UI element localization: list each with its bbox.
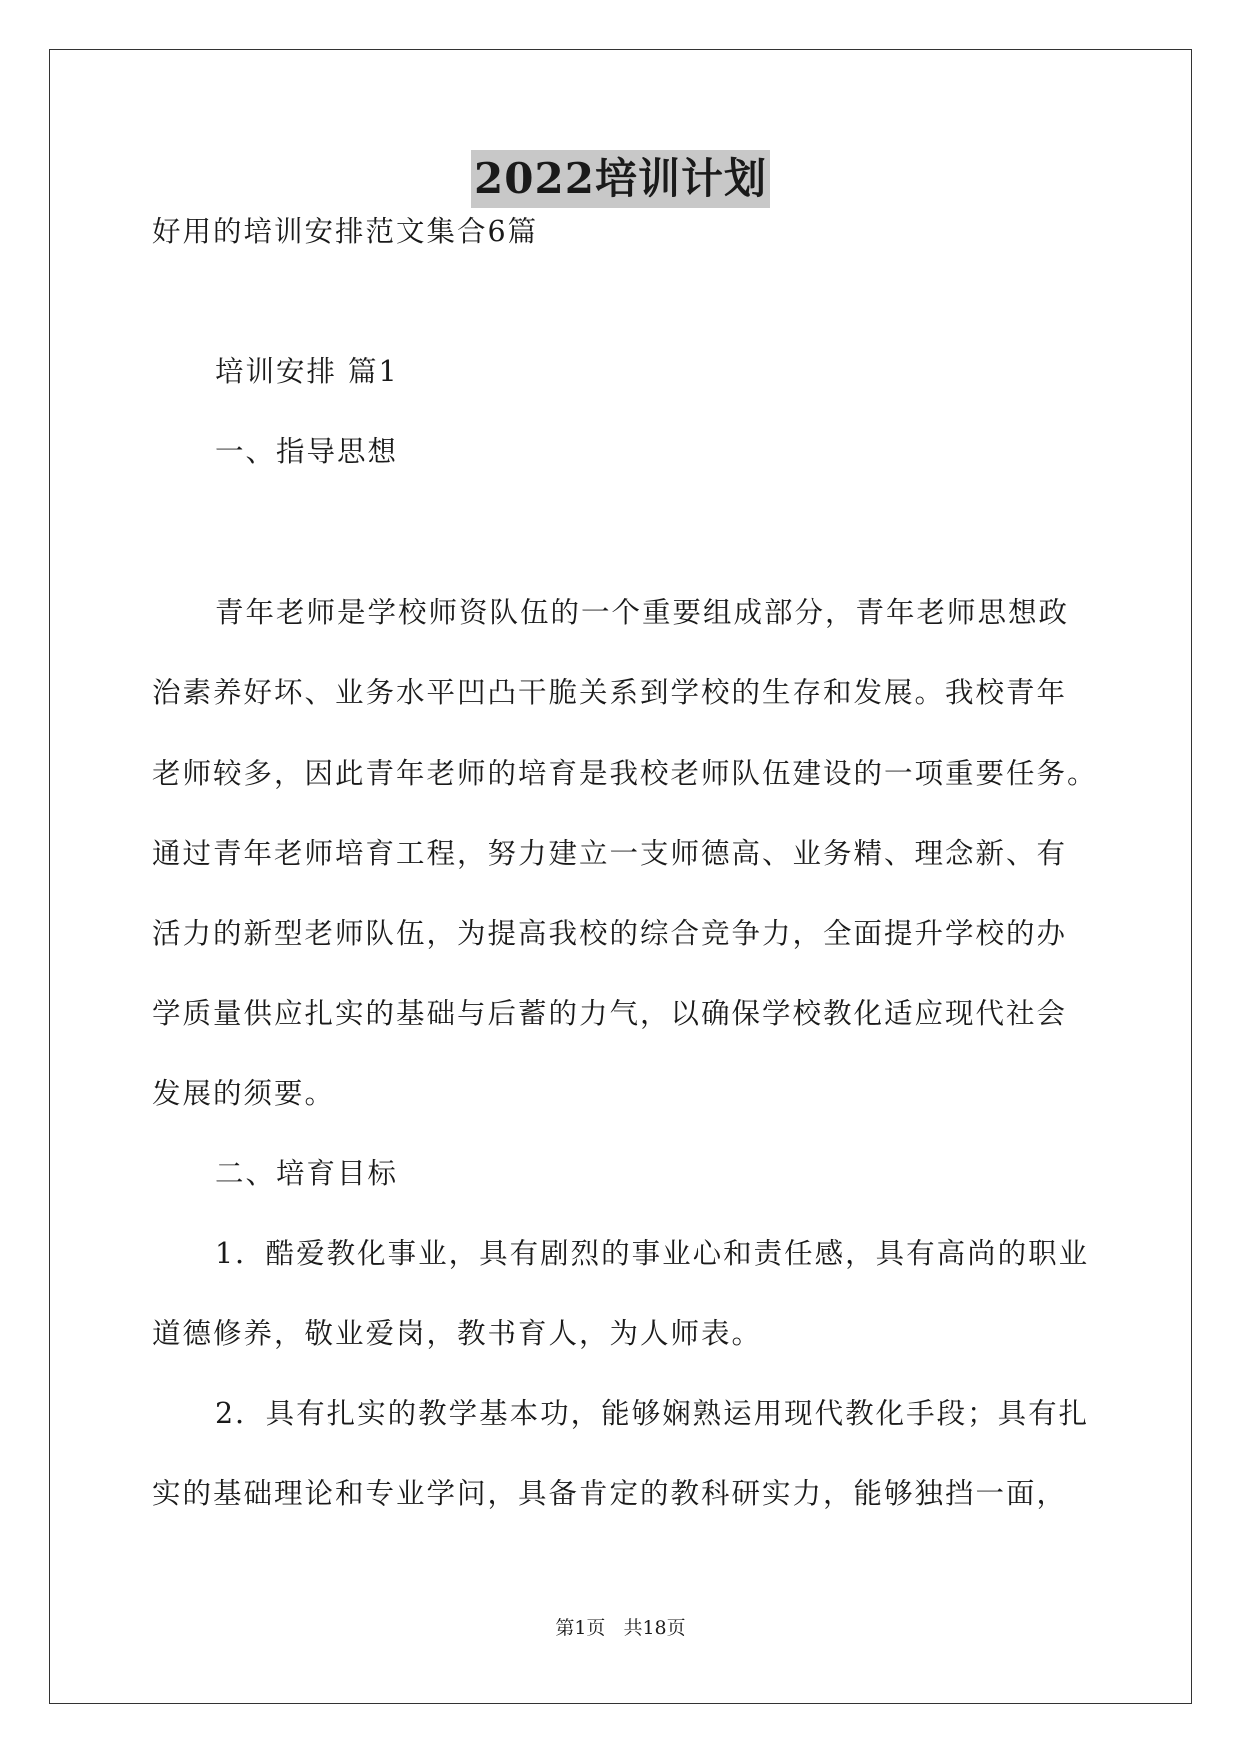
- title-container: [0, 150, 1241, 208]
- paragraph-line: 2．具有扎实的教学基本功，能够娴熟运用现代教化手段；具有扎: [215, 1397, 1090, 1430]
- paragraph-line: 活力的新型老师队伍，为提高我校的综合竞争力，全面提升学校的办: [152, 917, 1068, 950]
- section-heading-article: 培训安排 篇1: [215, 355, 399, 388]
- section-heading: 二、培育目标: [215, 1157, 399, 1190]
- paragraph-line: 学质量供应扎实的基础与后蓄的力气，以确保学校教化适应现代社会: [152, 997, 1068, 1030]
- paragraph-line: 发展的须要。: [152, 1077, 336, 1110]
- document-subtitle: 好用的培训安排范文集合6篇: [152, 215, 539, 248]
- section-heading: 一、指导思想: [215, 435, 399, 468]
- paragraph-line: 老师较多，因此青年老师的培育是我校老师队伍建设的一项重要任务。: [152, 757, 1098, 790]
- paragraph-line: 道德修养，敬业爱岗，教书育人，为人师表。: [152, 1317, 763, 1350]
- document-title: 2022培训计划: [471, 150, 770, 208]
- paragraph-line: 实的基础理论和专业学问，具备肯定的教科研实力，能够独挡一面，: [152, 1477, 1068, 1510]
- paragraph-line: 治素养好坏、业务水平凹凸干脆关系到学校的生存和发展。我校青年: [152, 676, 1068, 709]
- page-total: 共18页: [623, 1617, 686, 1639]
- page-number: 第1页: [555, 1617, 606, 1639]
- paragraph-line: 青年老师是学校师资队伍的一个重要组成部分，青年老师思想政: [215, 596, 1070, 629]
- paragraph-line: 1．酷爱教化事业，具有剧烈的事业心和责任感，具有高尚的职业: [215, 1237, 1090, 1270]
- page-footer: [0, 1615, 1241, 1641]
- page-border: [49, 49, 1192, 1704]
- paragraph-line: 通过青年老师培育工程，努力建立一支师德高、业务精、理念新、有: [152, 837, 1068, 870]
